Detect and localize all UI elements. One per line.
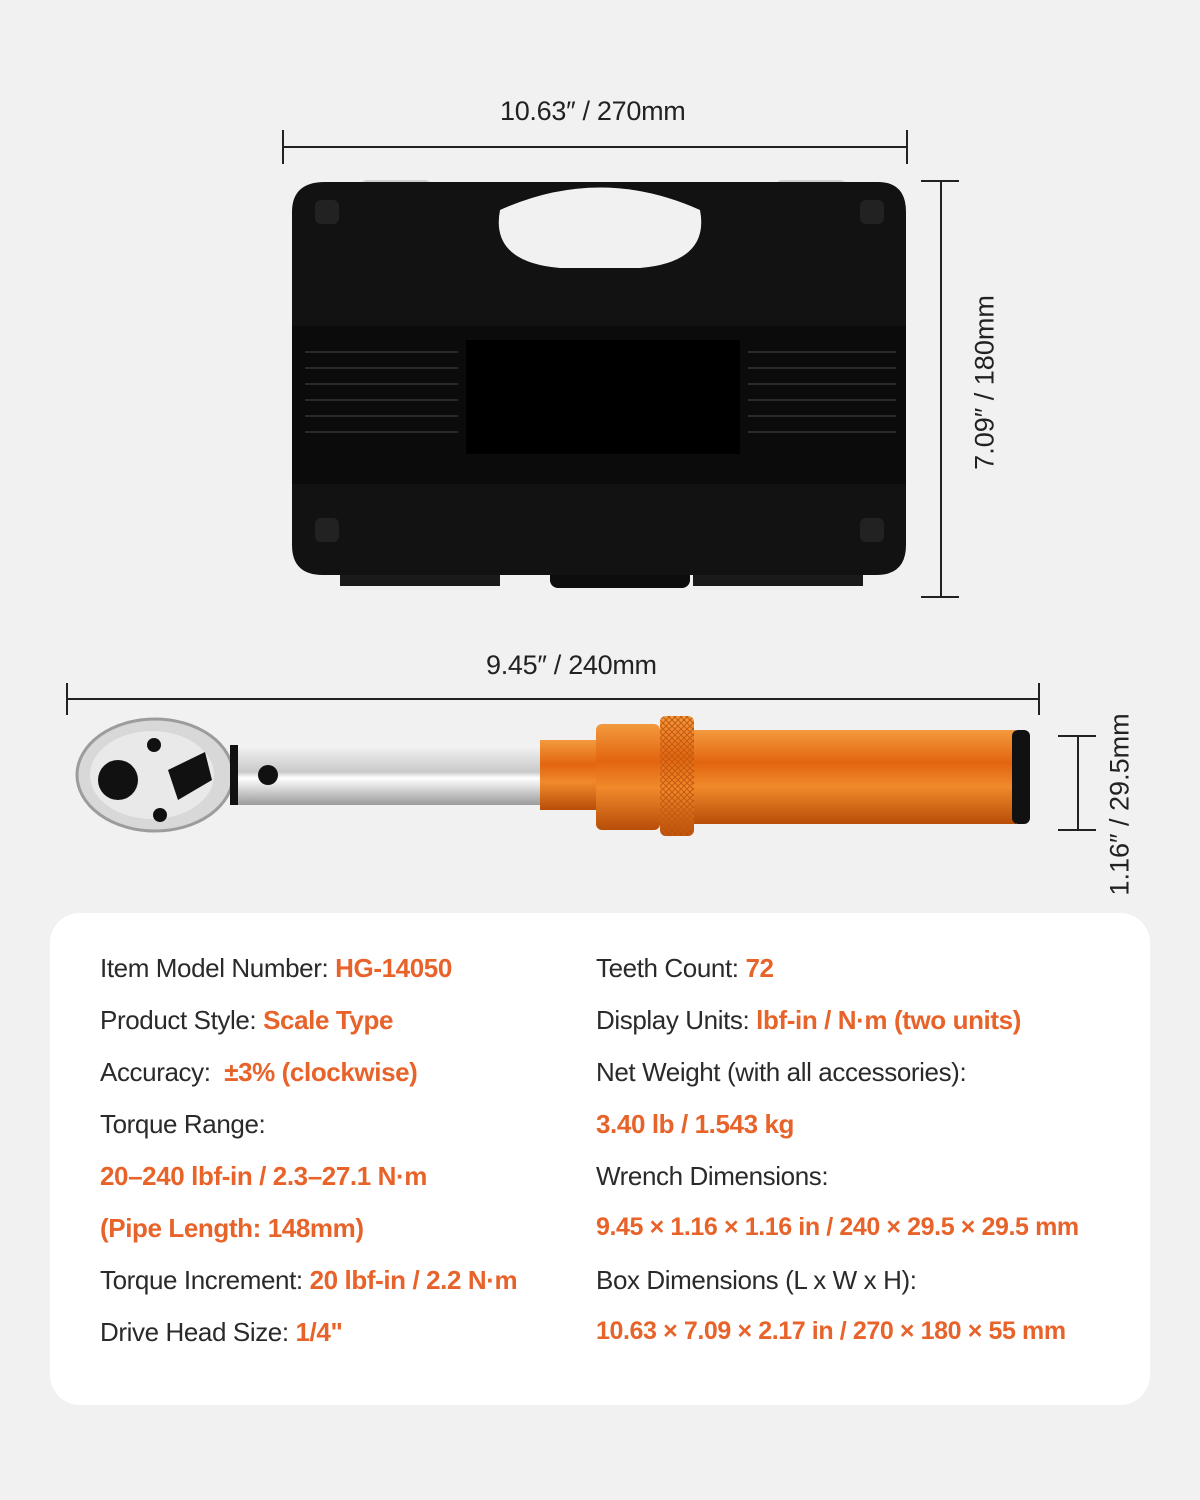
scale-sleeve xyxy=(540,740,598,810)
torque-wrench xyxy=(77,716,1030,836)
spec-torque-increment: Torque Increment: 20 lbf-in / 2.2 N·m xyxy=(100,1265,518,1295)
wrench-height-label: 1.16″ / 29.5mm xyxy=(1104,713,1135,896)
spec-torque-range-label: Torque Range: xyxy=(100,1109,266,1139)
spec-accuracy: Accuracy: ±3% (clockwise) xyxy=(100,1057,418,1087)
spec-wrench-dimensions-value: 9.45 × 1.16 × 1.16 in / 240 × 29.5 × 29.5 mm xyxy=(596,1213,1079,1241)
carrying-case xyxy=(292,180,906,588)
wrench-handle xyxy=(694,730,1016,824)
drive-square xyxy=(98,760,138,800)
spec-torque-range-value: 20–240 lbf-in / 2.3–27.1 N·m xyxy=(100,1161,427,1191)
spec-pipe-length: (Pipe Length: 148mm) xyxy=(100,1213,364,1243)
spec-net-weight-value: 3.40 lb / 1.543 kg xyxy=(596,1109,795,1139)
spec-product-style: Product Style: Scale Type xyxy=(100,1005,394,1035)
case-label-area xyxy=(466,340,740,454)
spec-net-weight-label: Net Weight (with all accessories): xyxy=(596,1057,967,1087)
spec-teeth-count: Teeth Count: 72 xyxy=(596,953,774,983)
spec-model-number: Item Model Number: HG-14050 xyxy=(100,953,452,983)
specifications-card xyxy=(50,913,1150,1405)
spec-drive-head-size: Drive Head Size: 1/4" xyxy=(100,1317,343,1347)
spec-box-dimensions-value: 10.63 × 7.09 × 2.17 in / 270 × 180 × 55 mm xyxy=(596,1317,1066,1345)
spec-wrench-dimensions-label: Wrench Dimensions: xyxy=(596,1161,829,1191)
locking-collar xyxy=(596,724,660,830)
case-width-label: 10.63″ / 270mm xyxy=(500,96,686,126)
spec-box-dimensions-label: Box Dimensions (L x W x H): xyxy=(596,1265,917,1295)
case-handle-opening xyxy=(499,188,702,269)
spec-display-units: Display Units: lbf-in / N·m (two units) xyxy=(596,1005,1021,1035)
handle-end-cap xyxy=(1012,730,1030,824)
case-height-label: 7.09″ / 180mm xyxy=(969,295,1000,470)
wrench-length-label: 9.45″ / 240mm xyxy=(486,650,657,680)
